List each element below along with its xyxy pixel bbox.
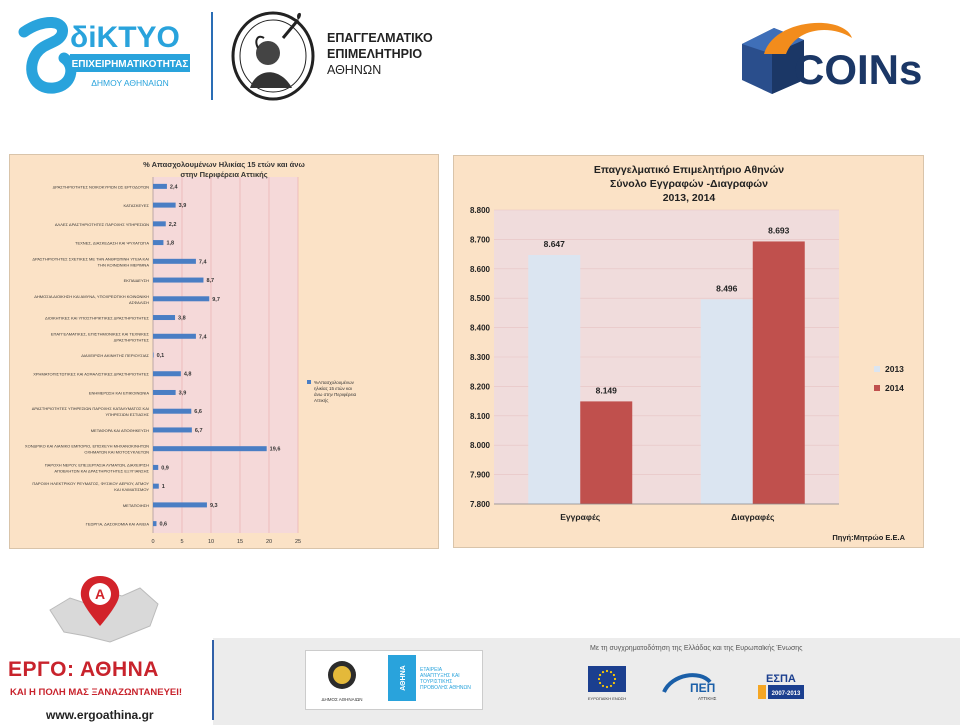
espa-years: 2007-2013 [771,691,801,697]
registrations-y-tick-label: 8.800 [469,206,490,215]
pep-label: ΠΕΠ [690,681,716,695]
registrations-bar [580,401,632,504]
eu-flag-icon [586,664,630,704]
diktyo-delta-mark [24,22,71,88]
employment-bar-value-label: 19,6 [269,446,281,453]
chamber-name-line3: ΑΘΗΝΩΝ [327,63,382,77]
employment-category-label: ΠΑΡΟΧΗ ΝΕΡΟΥ, ΕΠΕΞΕΡΓΑΣΙΑ ΛΥΜΑΤΩΝ, ΔΙΑΧΕΙΡΙΣΗ ΑΠΟΒΛΗΤΩΝ ΚΑΙ ΔΡΑΣΤΗΡΙΟΤΗΤΕΣ ΕΞΥΓΙΑΝΣΗΣ [44,462,149,474]
employment-bar-value-label: 2,4 [169,184,178,191]
partner-logos-box [305,650,483,710]
employment-bar-value-label: 7,4 [198,334,207,341]
employment-x-tick-label: 25 [294,539,302,545]
diktyo-municipality: ΔΗΜΟΥ ΑΘΗΝΑΙΩΝ [91,78,169,88]
registrations-chart [454,156,923,547]
registrations-y-tick-label: 8.300 [469,353,490,362]
employment-bar-value-label: 1 [161,484,165,491]
employment-x-tick-label: 5 [180,539,184,545]
eu-star [599,682,601,684]
employment-category-label: ΚΑΤΑΣΚΕΥΕΣ [123,203,149,209]
registrations-chart-title-line1: Επαγγελματικό Επιμελητήριο Αθηνών [593,164,785,176]
registrations-y-tick-label: 8.500 [469,294,490,304]
ergo-athina-url[interactable]: www.ergoathina.gr [46,708,154,722]
employment-legend-swatch [307,380,311,384]
employment-bar [153,446,267,451]
employment-chart-title-line2: στην Περιφέρεια Αττικής [180,170,268,179]
employment-category-label: ΔΡΑΣΤΗΡΙΟΤΗΤΕΣ ΣΧΕΤΙΚΕΣ ΜΕ ΤΗΝ ΑΝΘΡΩΠΙΝΗ ΥΓΕΙΑ ΚΑΙ ΤΗΝ ΚΟΙΝΩΝΙΚΗ ΜΕΡΙΜΝΑ [32,256,149,268]
diktyo-name: δiKTYO [70,21,180,54]
eu-star [613,682,615,684]
chamber-name-line1: ΕΠΑΓΓΕΛΜΑΤΙΚΟ [327,31,433,45]
employment-category-label: ΑΛΛΕΣ ΔΡΑΣΤΗΡΙΟΤΗΤΕΣ ΠΑΡΟΧΗΣ ΥΠΗΡΕΣΙΩΝ [54,221,149,227]
employment-x-tick-label: 10 [207,539,215,545]
employment-bar-value-label: 6,7 [194,427,203,434]
espa-logo [752,668,814,704]
employment-bar-value-label: 6,6 [194,409,202,416]
athina-partner-mark-text: ΑΘΗΝΑ [400,665,407,691]
employment-bar [153,315,175,320]
left-chart-panel [9,154,439,549]
employment-chart [10,155,438,548]
employment-bar-value-label: 9,3 [209,502,218,509]
employment-bar-value-label: 3,9 [178,203,187,210]
employment-x-tick-label: 15 [236,539,244,545]
employment-category-label: ΔΙΑΧΕΙΡΙΣΗ ΑΚΙΝΗΤΗΣ ΠΕΡΙΟΥΣΙΑΣ [81,353,149,358]
registrations-bar [528,255,580,504]
employment-bar-value-label: 3,9 [178,390,187,397]
registrations-chart-title-line2: Σύνολο Εγγραφών -Διαγραφών [610,178,768,190]
employment-category-label: ΤΕΧΝΕΣ, ΔΙΑΣΚΕΔΑΣΗ ΚΑΙ ΨΥΧΑΓΩΓΙΑ [75,240,149,246]
registrations-y-tick-label: 8.700 [469,235,490,245]
employment-category-label: ΧΡΗΜΑΤΟΠΙΣΤΩΤΙΚΕΣ ΚΑΙ ΑΣΦΑΛΙΣΤΙΚΕΣ ΔΡΑΣΤΗΡΙΟΤΗΤΕΣ [33,371,149,377]
employment-category-label: ΔΗΜΟΣΙΑ ΔΙΟΙΚΗΣΗ ΚΑΙ ΑΜΥΝΑ, ΥΠΟΧΡΕΩΤΙΚΗ ΚΟΙΝΩΝΙΚΗ ΑΣΦΑΛΙΣΗ [34,293,149,305]
eu-star [610,685,612,687]
employment-category-label: ΕΝΗΜΕΡΩΣΗ ΚΑΙ ΕΠΙΚΟΙΝΩΝΙΑ [88,390,149,396]
header-divider [211,12,213,100]
employment-x-tick-label: 0 [151,539,155,545]
employment-bar [153,371,181,376]
prometheus-seal-logo [228,8,318,103]
employment-bar [153,484,159,489]
employment-bar [153,502,207,507]
employment-bar-value-label: 1,8 [166,240,175,247]
registrations-y-tick-label: 8.600 [469,264,490,274]
employment-category-label: ΕΠΑΓΓΕΛΜΑΤΙΚΕΣ, ΕΠΙΣΤΗΜΟΝΙΚΕΣ ΚΑΙ ΤΕΧΝΙΚΕΣ ΔΡΑΣΤΗΡΙΟΤΗΤΕΣ [50,331,149,343]
employment-bar [153,465,158,470]
registrations-bar [701,299,753,504]
employment-bar [153,390,176,395]
employment-category-label: ΓΕΩΡΓΙΑ, ΔΑΣΟΚΟΜΙΑ ΚΑΙ ΑΛΙΕΙΑ [85,521,149,527]
pep-attica-logo [660,668,730,704]
eu-star [602,685,604,687]
employment-bar-value-label: 8,7 [206,278,215,285]
employment-category-label: ΜΕΤΑΠΟΙΗΣΗ [122,502,149,508]
eu-star [599,674,601,676]
municipality-caption: ΔΗΜΟΣ ΑΘΗΝΑΙΩΝ [321,697,363,702]
ergo-athina-tagline: ΚΑΙ Η ΠΟΛΗ ΜΑΣ ΞΑΝΑΖΩΝΤΑΝΕΥΕΙ! [10,687,183,698]
ergo-athina-title: ΕΡΓΟ: ΑΘΗΝΑ [8,658,159,681]
employment-bar-value-label: 0,9 [161,465,169,472]
employment-bar-value-label: 0,6 [159,521,168,528]
employment-bar [153,409,191,414]
eu-star [598,678,600,680]
employment-bar [153,521,156,526]
eu-star [606,670,608,672]
registrations-source-note: Πηγή:Μητρώο Ε.Ε.Α [832,533,905,542]
employment-x-tick-label: 20 [265,539,273,545]
partner-logos [306,651,482,709]
employment-category-label: ΔΡΑΣΤΗΡΙΟΤΗΤΕΣ ΝΟΙΚΟΚΥΡΙΩΝ ΩΣ ΕΡΓΟΔΟΤΩΝ [52,184,149,190]
registrations-legend-swatch [874,385,880,391]
eu-star [602,671,604,673]
registrations-bar-value-label: 8.647 [543,238,565,249]
employment-bar [153,221,166,226]
registrations-y-tick-label: 8.400 [469,323,490,333]
eu-star [606,686,608,688]
registrations-y-tick-label: 8.100 [469,411,490,421]
registrations-y-tick-label: 7.900 [469,470,490,480]
pin-letter: A [94,586,106,602]
pep-caption: ΑΤΤΙΚΗΣ [698,696,717,701]
eu-star [614,678,616,680]
employment-bar [153,240,163,245]
employment-bar [153,184,167,189]
employment-category-label: ΧΟΝΔΡΙΚΟ ΚΑΙ ΛΙΑΝΙΚΟ ΕΜΠΟΡΙΟ, ΕΠΙΣΚΕΥΗ ΜΗΧΑΝΟΚΙΝΗΤΩΝ ΟΧΗΜΑΤΩΝ ΚΑΙ ΜΟΤΟΣΥΚΛΕΤΩΝ [24,443,149,455]
diktyo-subtitle: ΕΠΙΧΕΙΡΗΜΑΤΙΚΟΤΗΤΑΣ [71,59,189,70]
registrations-legend-label: 2013 [885,364,904,374]
registrations-category-label: Διαγραφές [731,512,775,522]
employment-legend-label: %Απασχολουμένων ηλικίας 15 ετών και άνω στην Περιφέρεια Αττικής [314,380,357,403]
employment-category-label: ΜΕΤΑΦΟΡΑ ΚΑΙ ΑΠΟΘΗΚΕΥΣΗ [90,427,149,433]
registrations-legend-label: 2014 [885,383,904,393]
employment-bar-value-label: 3,8 [178,315,186,322]
employment-bar-value-label: 0,1 [156,353,165,359]
registrations-bar-value-label: 8.149 [595,385,617,396]
diktyo-logo [14,14,192,96]
employment-bar-value-label: 9,7 [212,296,220,303]
eu-star [613,674,615,676]
registrations-bar-value-label: 8.693 [768,225,790,236]
athens-map-pin-icon [40,570,170,650]
registrations-legend-swatch [874,366,880,372]
eu-star [610,671,612,673]
employment-chart-title-line1: % Απασχολουμένων Ηλικίας 15 ετών και άνω [143,160,305,169]
employment-bar [153,278,203,283]
employment-bar-value-label: 4,8 [183,371,192,378]
employment-category-label: ΔΙΟΙΚΗΤΙΚΕΣ ΚΑΙ ΥΠΟΣΤΗΡΙΚΤΙΚΕΣ ΔΡΑΣΤΗΡΙΟΤΗΤΕΣ [44,315,149,321]
registrations-bar [753,241,805,504]
registrations-y-tick-label: 8.000 [469,441,490,451]
registrations-y-tick-label: 7.800 [469,500,490,509]
footer-divider [212,640,214,720]
registrations-category-label: Εγγραφές [560,512,601,522]
employment-category-label: ΠΑΡΟΧΗ ΗΛΕΚΤΡΙΚΟΥ ΡΕΥΜΑΤΟΣ, ΦΥΣΙΚΟΥ ΑΕΡΙΟΥ, ΑΤΜΟΥ ΚΑΙ ΚΛΙΜΑΤΙΣΜΟΥ [32,481,149,493]
chamber-name-line2: ΕΠΙΜΕΛΗΤΗΡΙΟ [327,47,423,61]
registrations-chart-title-line3: 2013, 2014 [662,192,716,204]
employment-bar [153,296,209,301]
registrations-y-tick-label: 8.200 [469,382,490,392]
employment-chart-plot-area [153,177,298,533]
employment-bar-value-label: 7,4 [198,259,207,266]
employment-bar [153,353,154,358]
funding-statement: Με τη συγχρηματοδότηση της Ελλάδας και της Ευρωπαϊκής Ένωσης [590,645,803,652]
coins-logo [734,14,944,96]
employment-bar [153,259,196,264]
employment-bar [153,427,192,432]
eu-caption: ΕΥΡΩΠΑΪΚΗ ΕΝΩΣΗ [587,696,627,701]
partner-name: ΕΤΑΙΡΕΙΑ ΑΝΑΠΤΥΞΗΣ ΚΑΙ ΤΟΥΡΙΣΤΙΚΗΣ ΠΡΟΒΟΛΗΣ ΑΘΗΝΩΝ [420,667,471,691]
right-chart-panel [453,155,924,548]
espa-label: ΕΣΠΑ [766,673,796,685]
employment-category-label: ΕΚΠΑΙΔΕΥΣΗ [123,278,149,284]
registrations-bar-value-label: 8.496 [716,283,738,294]
coins-name: COINs [794,46,923,93]
employment-bar-value-label: 2,2 [168,221,177,228]
employment-bar [153,203,176,208]
employment-category-label: ΔΡΑΣΤΗΡΙΟΤΗΤΕΣ ΥΠΗΡΕΣΙΩΝ ΠΑΡΟΧΗΣ ΚΑΤΑΛΥΜΑΤΟΣ ΚΑΙ ΥΠΗΡΕΣΙΩΝ ΕΣΤΙΑΣΗΣ [31,406,149,418]
employment-bar [153,334,196,339]
